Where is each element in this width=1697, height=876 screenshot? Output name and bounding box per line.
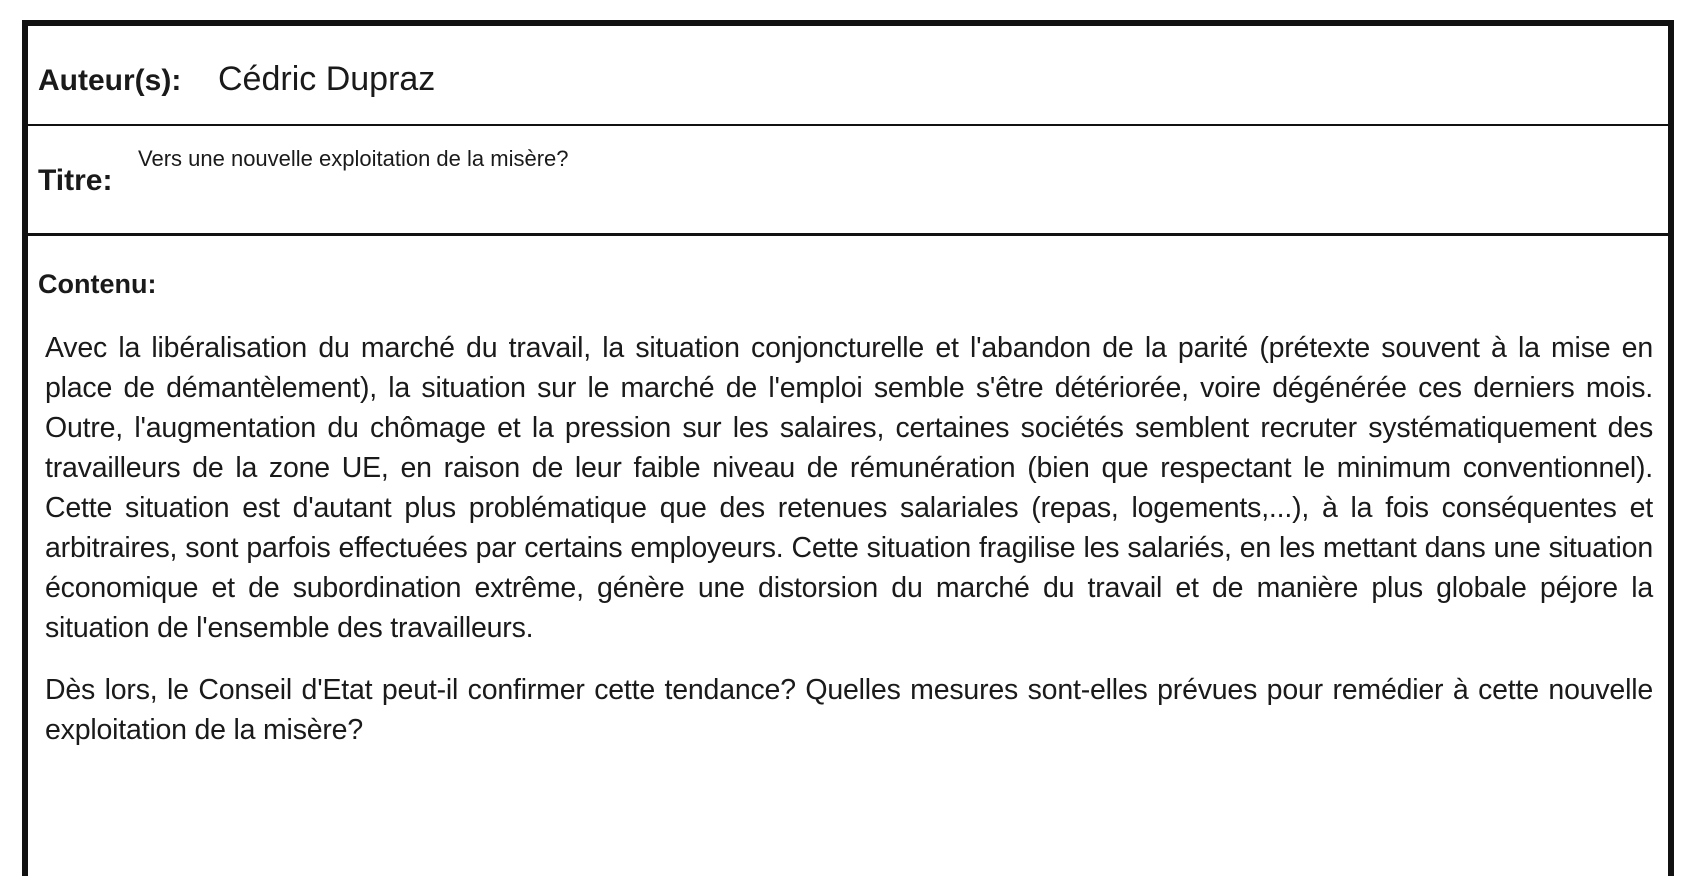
content-body xyxy=(45,328,1653,772)
title-row xyxy=(28,126,1668,236)
document-frame xyxy=(22,20,1674,876)
title-value: Vers une nouvelle exploitation de la misère? xyxy=(138,146,569,171)
author-row xyxy=(28,26,1668,126)
content-paragraph: Avec la libéralisation du marché du travail, la situation conjoncturelle et l'abandon de la parité (prétexte souvent à la mise en place de démantèlement), la situation sur le marché de l'emploi semble s'être détériorée, voire dégénérée ces derniers mois. Outre, l'augmentation du chômage et la pression sur les salaires, certaines sociétés semblent recruter systématiquement des travailleurs de la zone UE, en raison de leur faible niveau de rémunération (bien que respectant le minimum conventionnel). Cette situation est d'autant plus problématique que des retenues salariales (repas, logements,...), à la fois conséquentes et arbitraires, sont parfois effectuées par certains employeurs. Cette situation fragilise les salariés, en les mettant dans une situation économique et de subordination extrême, génère une distorsion du marché du travail et de manière plus globale péjore la situation de l'ensemble des travailleurs. xyxy=(45,332,1653,644)
author-label: Auteur(s): xyxy=(38,64,182,97)
title-label: Titre: xyxy=(38,164,113,197)
author-name: Cédric Dupraz xyxy=(218,60,436,98)
content-label: Contenu: xyxy=(38,269,157,299)
content-paragraph: Dès lors, le Conseil d'Etat peut-il confirmer cette tendance? Quelles mesures sont-elles prévues pour remédier à cette nouvelle exploitation de la misère? xyxy=(45,674,1653,746)
